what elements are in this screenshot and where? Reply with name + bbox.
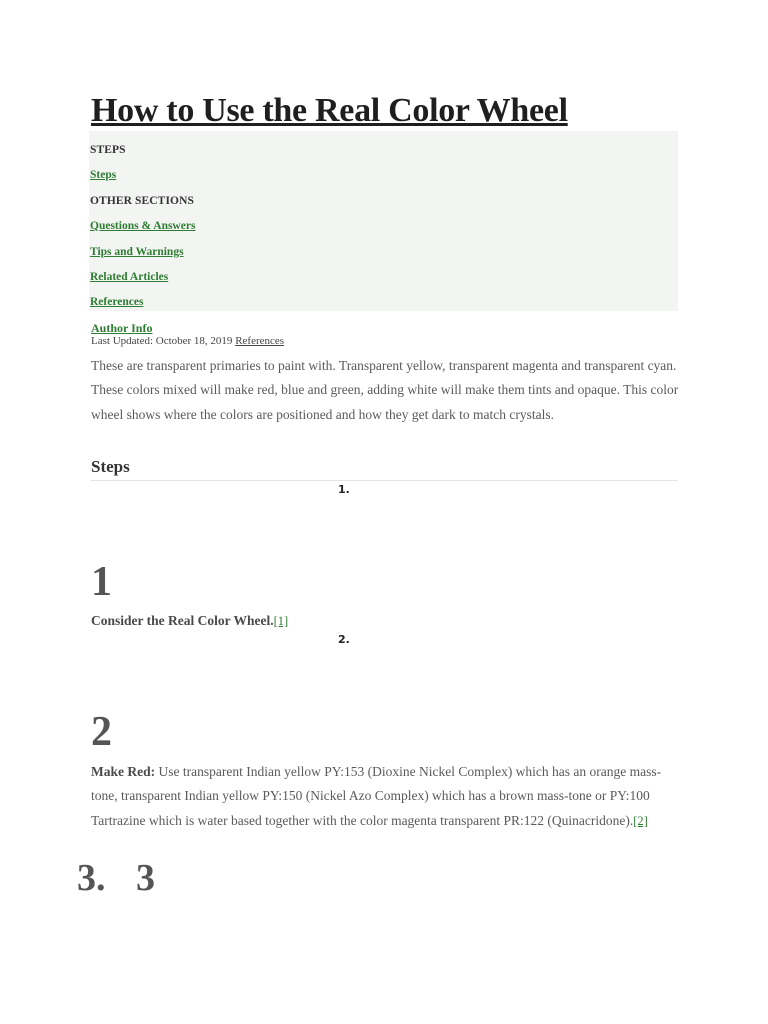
step-number: 1 bbox=[91, 559, 112, 605]
step-body-text: Use transparent Indian yellow PY:153 (Dioxine Nickel Complex) which has an orange mass-tone, transparent Indian yellow PY:150 (Nickel Azo Complex) which has a brown mass-tone or PY:100 Tartrazine which is water based together with the color magenta transparent PR:122 (Quinacridone). bbox=[91, 764, 662, 828]
section-divider bbox=[91, 480, 678, 481]
toc-link-related-articles[interactable]: Related Articles bbox=[90, 271, 169, 283]
step-text bbox=[91, 760, 681, 833]
step-list-marker: 1. bbox=[338, 483, 350, 496]
toc-link-steps[interactable]: Steps bbox=[90, 169, 117, 181]
last-updated-date: Last Updated: October 18, 2019 bbox=[91, 335, 233, 347]
citation-link[interactable]: [2] bbox=[633, 813, 648, 828]
toc-link-tips-warnings[interactable]: Tips and Warnings bbox=[90, 246, 184, 258]
references-link[interactable]: References bbox=[235, 335, 285, 347]
author-info-link[interactable]: Author Info bbox=[91, 321, 153, 335]
intro-paragraph: These are transparent primaries to paint with. Transparent yellow, transparent magenta and transparent cyan. These colors mixed will make red, blue and green, adding white will make them tints and opaque. This color wheel shows where the colors are positioned and how they get dark to match crystals. bbox=[91, 358, 679, 422]
step-bold-text: Consider the Real Color Wheel. bbox=[91, 613, 274, 628]
toc-other-sections-heading: OTHER SECTIONS bbox=[90, 195, 194, 207]
toc-link-questions-answers[interactable]: Questions & Answers bbox=[90, 220, 196, 232]
table-of-contents bbox=[89, 131, 678, 311]
article-title: How to Use the Real Color Wheel bbox=[91, 92, 568, 129]
step-bold-text: Make Red: bbox=[91, 764, 156, 779]
steps-heading: Steps bbox=[91, 457, 130, 476]
last-updated bbox=[91, 335, 284, 347]
toc-link-references[interactable]: References bbox=[90, 296, 144, 308]
citation-link[interactable]: [1] bbox=[273, 614, 289, 628]
toc-steps-heading: STEPS bbox=[90, 144, 126, 156]
step-number: 3 bbox=[136, 857, 155, 899]
step-list-marker: 3. bbox=[77, 857, 106, 899]
step-text bbox=[91, 609, 681, 633]
step-number: 2 bbox=[91, 709, 112, 755]
step-list-marker: 2. bbox=[338, 633, 350, 646]
